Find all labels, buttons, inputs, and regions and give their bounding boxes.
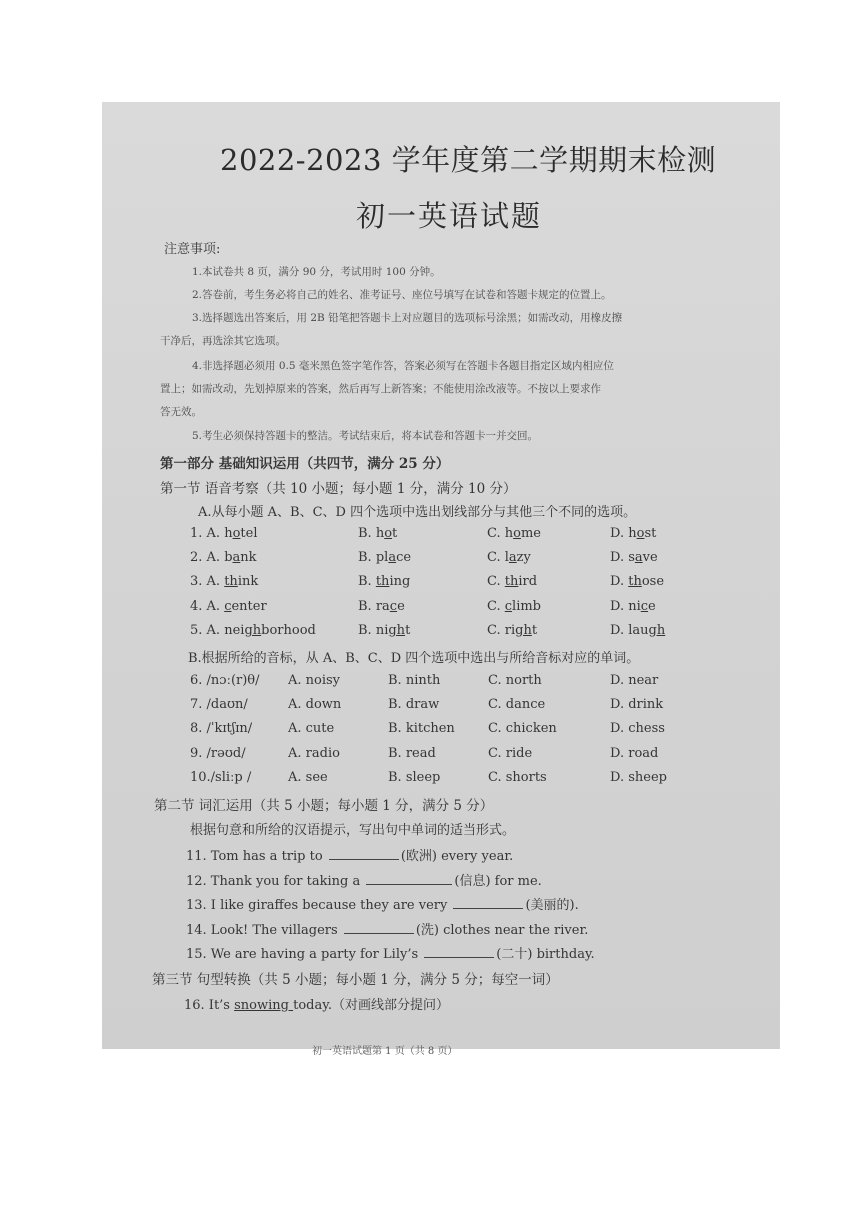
question-row: 1. A. hotel — [190, 526, 258, 541]
page-footer: 初一英语试题第 1 页（共 8 页） — [312, 1046, 458, 1057]
question-phonetic: 7. /daʊn/ — [190, 697, 248, 712]
option-b: B. kitchen — [388, 721, 455, 736]
option-c: C. north — [488, 673, 542, 688]
question-phonetic: 9. /rəʊd/ — [190, 746, 246, 761]
notice-item: 答无效。 — [160, 406, 202, 418]
question-number: 3. A. — [190, 574, 225, 589]
option-b: B. night — [358, 623, 411, 638]
notice-item: 5.考生必须保持答题卡的整洁。考试结束后，将本试卷和答题卡一并交回。 — [192, 430, 539, 442]
option-d: D. near — [610, 673, 659, 688]
option-d: D. sheep — [610, 770, 667, 785]
option-d: D. save — [610, 550, 658, 565]
option-b: B. place — [358, 550, 412, 565]
notice-item: 置上；如需改动，先划掉原来的答案，然后再写上新答案；不能使用涂改液等。不按以上要求作 — [160, 383, 601, 395]
option-d: D. road — [610, 746, 659, 761]
option-c: C. right — [487, 623, 538, 638]
part-title: 第一部分 基础知识运用（共四节，满分 25 分） — [160, 456, 450, 472]
option-b: B. hot — [358, 526, 398, 541]
notice-item: 干净后，再选涂其它选项。 — [160, 335, 286, 347]
question-phonetic: 6. /nɔː(r)θ/ — [190, 673, 260, 688]
section-title: 第二节 词汇运用（共 5 小题；每小题 1 分，满分 5 分） — [154, 798, 494, 814]
option-a: A. down — [288, 697, 342, 712]
fill-question: 11. Tom has a trip to (欧洲) every year. — [186, 849, 514, 864]
notice-item: 3.选择题选出答案后，用 2B 铅笔把答题卡上对应题目的选项标号涂黑；如需改动，用橡皮擦 — [192, 312, 623, 324]
notice-item: 2.答卷前，考生务必将自己的姓名、准考证号、座位号填写在试卷和答题卡规定的位置上。 — [192, 289, 612, 301]
option-b: B. read — [388, 746, 436, 761]
notice-item: 1.本试卷共 8 页，满分 90 分，考试用时 100 分钟。 — [192, 266, 441, 278]
option-a: A. see — [288, 770, 328, 785]
exam-page — [102, 102, 780, 1057]
option-c: C. chicken — [488, 721, 557, 736]
fill-question: 12. Thank you for taking a (信息) for me. — [186, 874, 542, 889]
question-number: 4. A. — [190, 599, 225, 614]
option-d: D. chess — [610, 721, 665, 736]
option-c: C. shorts — [488, 770, 547, 785]
option-a: A. radio — [288, 746, 340, 761]
answer-blank[interactable] — [453, 897, 523, 909]
option-b: B. draw — [388, 697, 440, 712]
section-title: 第三节 句型转换（共 5 小题；每小题 1 分，满分 5 分；每空一词） — [152, 972, 559, 988]
answer-blank[interactable] — [344, 922, 414, 934]
question-number: 2. A. — [190, 550, 225, 565]
instruction: B.根据所给的音标，从 A、B、C、D 四个选项中选出与所给音标对应的单词。 — [188, 651, 640, 666]
fill-question: 14. Look! The villagers (洗) clothes near the river. — [186, 923, 589, 938]
fill-question: 15. We are having a party for Lily’s (二十) birthday. — [186, 947, 595, 962]
option-d: D. drink — [610, 697, 664, 712]
option-c: C. climb — [487, 599, 541, 614]
question-number: 1. A. — [190, 526, 225, 541]
option-d: D. those — [610, 574, 665, 589]
option-d: D. laugh — [610, 623, 666, 638]
exam-subtitle: 初一英语试题 — [356, 199, 543, 233]
question-phonetic: 8. /ˈkɪtʃɪn/ — [190, 721, 253, 736]
option-b: B. race — [358, 599, 405, 614]
option-c: C. dance — [488, 697, 546, 712]
option-c: C. home — [487, 526, 541, 541]
question-number: 5. A. — [190, 623, 225, 638]
question-row: 2. A. bank — [190, 550, 257, 565]
option-a: A. cute — [288, 721, 335, 736]
section-title: 第一节 语音考察（共 10 小题；每小题 1 分，满分 10 分） — [160, 481, 517, 497]
question-row: 5. A. neighborhood — [190, 623, 316, 638]
option-b: B. thing — [358, 574, 411, 589]
option-b: B. sleep — [388, 770, 441, 785]
option-b: B. ninth — [388, 673, 441, 688]
answer-blank[interactable] — [329, 848, 399, 860]
question-phonetic: 10./sliːp / — [190, 770, 252, 785]
answer-blank[interactable] — [424, 946, 494, 958]
transform-question: 16. It’s snowing today.（对画线部分提问） — [184, 998, 449, 1013]
question-row: 3. A. think — [190, 574, 259, 589]
option-c: C. lazy — [487, 550, 531, 565]
notice-item: 4.非选择题必须用 0.5 毫米黑色签字笔作答，答案必须写在答题卡各题目指定区域内相应位 — [192, 360, 614, 372]
exam-title: 2022-2023 学年度第二学期期末检测 — [220, 143, 717, 177]
option-c: C. ride — [488, 746, 533, 761]
answer-blank[interactable] — [366, 873, 452, 885]
option-d: D. nice — [610, 599, 656, 614]
fill-question: 13. I like giraffes because they are very (美丽的). — [186, 898, 579, 913]
option-c: C. third — [487, 574, 538, 589]
question-row: 4. A. center — [190, 599, 267, 614]
notice-heading: 注意事项: — [164, 242, 221, 257]
option-a: A. noisy — [288, 673, 341, 688]
instruction: A.从每小题 A、B、C、D 四个选项中选出划线部分与其他三个不同的选项。 — [198, 505, 637, 520]
instruction: 根据句意和所给的汉语提示，写出句中单词的适当形式。 — [190, 823, 516, 838]
option-d: D. host — [610, 526, 657, 541]
